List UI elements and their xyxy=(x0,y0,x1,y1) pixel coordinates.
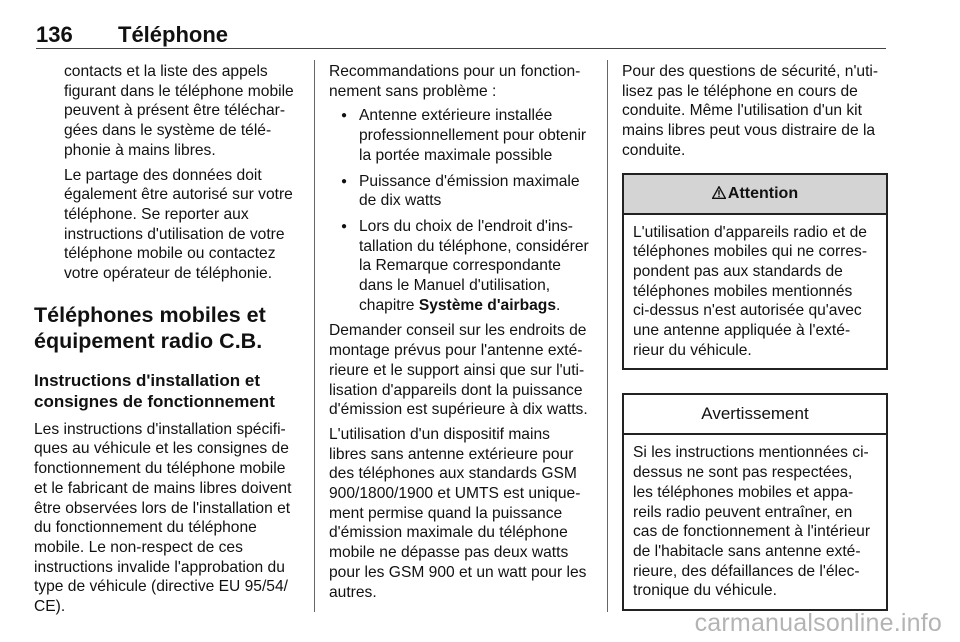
page-number: 136 xyxy=(36,22,73,47)
attention-box xyxy=(622,173,888,371)
section-heading: Téléphones mobiles et équipement radio C.B. xyxy=(34,302,266,353)
column-right xyxy=(622,62,888,611)
page-title: Téléphone xyxy=(118,22,229,47)
list-item-text: Antenne extérieure installée professionnellement pour obtenir la portée maximale possible xyxy=(359,107,587,164)
warning-box xyxy=(622,393,888,611)
recommendation-list xyxy=(329,106,593,315)
list-item xyxy=(329,106,593,165)
list-item xyxy=(329,217,593,316)
paragraph-recommendations: Recommandations pour un fonction- nement sans problème : xyxy=(329,63,581,100)
attention-title: Attention xyxy=(727,184,799,202)
paragraph-antenna-advice: Demander conseil sur les endroits de montage prévus pour l'antenne exté- rieure et le support ainsi que sur l'uti- lisation d'appareils dont la puissance d'émission est supérieure à dix watts. xyxy=(329,322,588,419)
warning-header xyxy=(624,395,886,435)
paragraph-installation: Les instructions d'installation spécifi- ques au véhicule et les consignes de fonctionnement du téléphone mobile et le fabricant de mains libres doivent être observées lors de l'installation et du fonctionnement du téléphone mobile. Le non-respect de ces instructions invalide l'approbation du type de véhicule (directive EU 95/54/ CE). xyxy=(34,420,292,616)
paragraph-contacts: contacts et la liste des appels figurant dans le téléphone mobile peuvent à présent être téléchar- gées dans le système de télé- phonie à mains libres. xyxy=(64,63,294,159)
paragraph-hands-free: L'utilisation d'un dispositif mains libres sans antenne extérieure pour des téléphones aux standards GSM 900/1800/1900 et UMTS est unique- ment permise quand la puissance d'émission maximale du téléphone mobile ne dépasse pas deux watts pour les GSM 900 et un watt pour les autres. xyxy=(329,425,587,601)
attention-body: L'utilisation d'appareils radio et de téléphones mobiles qui ne corres- pondent pas aux standards de téléphones mobiles mentionnés ci-dessus n'est autorisée qu'avec une antenne appliquée à l'exté- rieur du véhicule. xyxy=(633,223,868,359)
list-item-text: Puissance d'émission maximale de dix watts xyxy=(359,172,580,210)
column-divider-1 xyxy=(314,60,315,612)
watermark: carmanualsonline.info xyxy=(694,609,942,637)
chapter-suffix: . xyxy=(556,296,561,314)
column-middle xyxy=(329,62,593,602)
warning-title: Avertissement xyxy=(701,404,809,424)
warning-body: Si les instructions mentionnées ci- dessus ne sont pas respectées, les téléphones mobiles et appa- reils radio peuvent entraîner, en cas de fonctionnement à l'intérieur de l'habitacle sans antenne exté- rieure, des défaillances de l'élec- tronique du véhicule. xyxy=(633,444,871,600)
chapter-prefix: chapitre xyxy=(359,296,419,314)
list-item xyxy=(329,172,593,211)
column-divider-2 xyxy=(607,60,608,612)
paragraph-safety: Pour des questions de sécurité, n'uti- lisez pas le téléphone en cours de conduite. Même l'utilisation d'un kit mains libres peut vous distraire de la conduite. xyxy=(622,63,879,159)
chapter-reference: Système d'airbags xyxy=(418,296,556,314)
header-rule xyxy=(36,48,886,49)
paragraph-data-sharing: Le partage des données doit également être autorisé sur votre téléphone. Se reporter aux instructions d'utilisation de votre téléphone mobile ou contactez votre opérateur de téléphonie. xyxy=(64,166,293,283)
subsection-heading: Instructions d'installation et consignes de fonctionnement xyxy=(34,370,275,411)
column-left xyxy=(34,62,302,617)
list-item-text: Lors du choix de l'endroit d'ins- tallation du téléphone, considérer la Remarque correspondante dans le Manuel d'utilisation, xyxy=(359,217,589,295)
attention-header xyxy=(624,175,886,215)
warning-triangle-icon xyxy=(712,175,726,213)
